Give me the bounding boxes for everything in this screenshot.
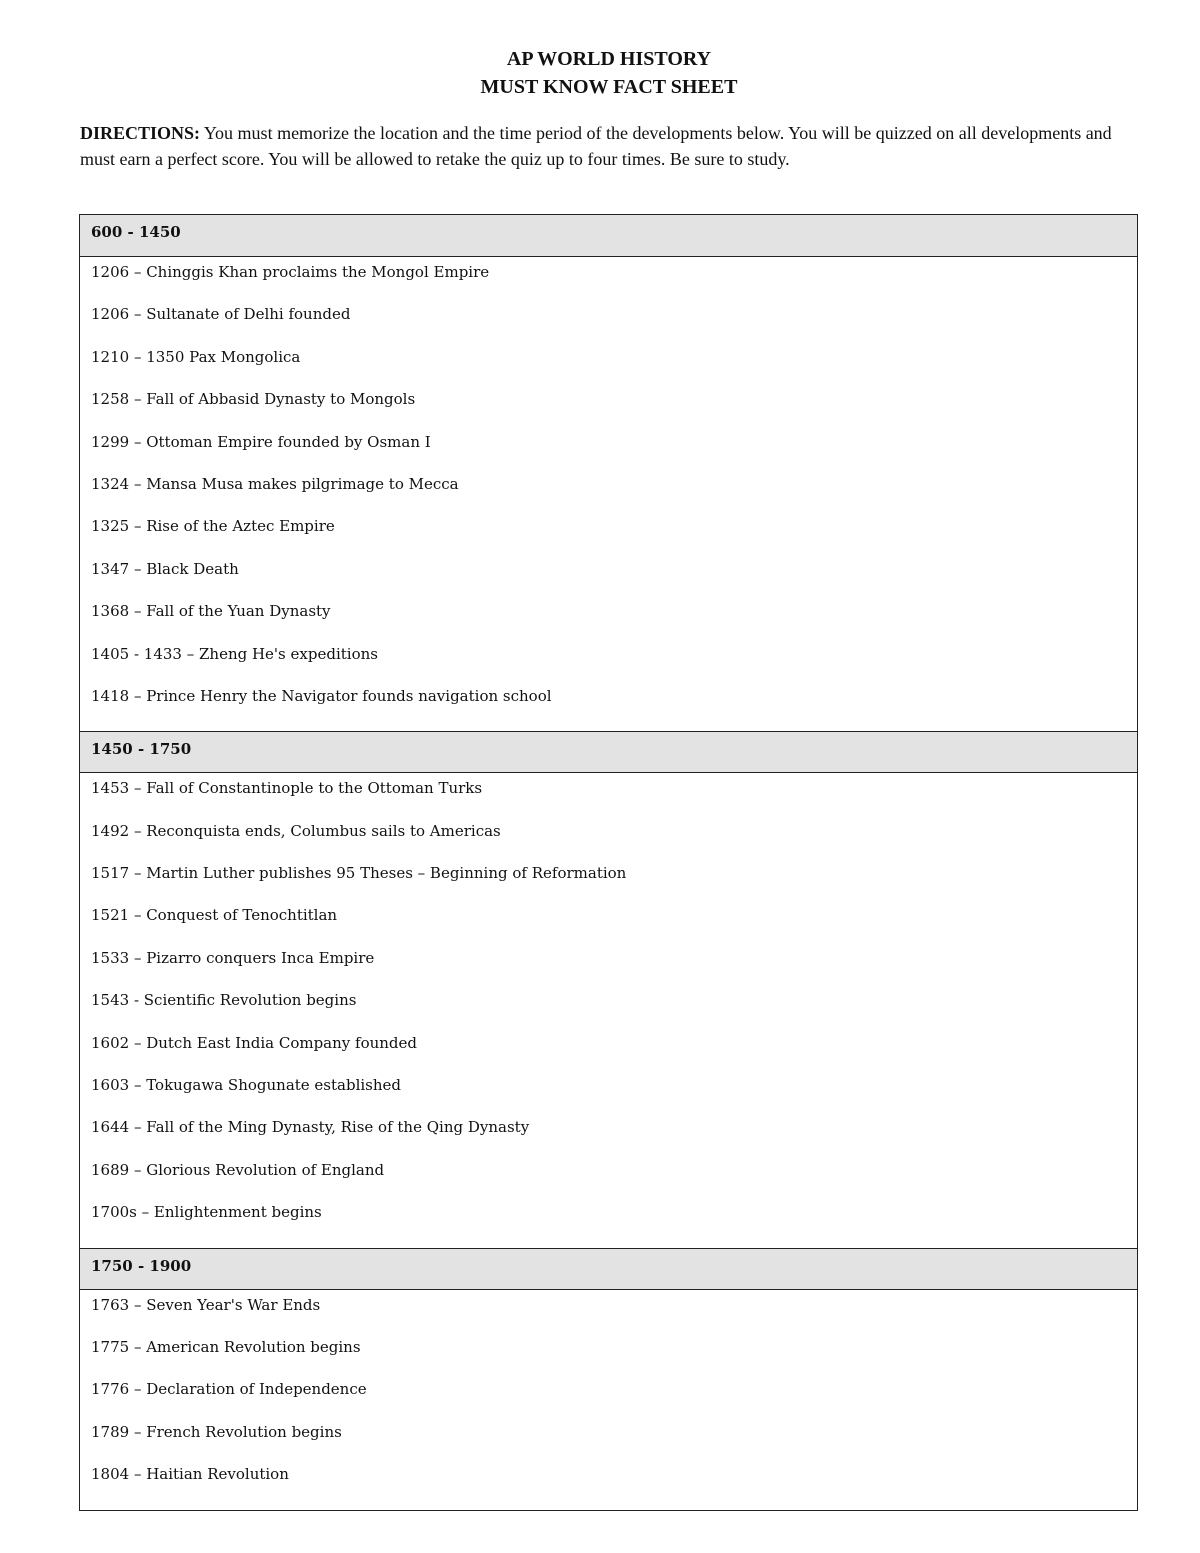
- directions-label: DIRECTIONS:: [80, 123, 201, 143]
- fact-row: 1543 - Scientific Revolution begins: [91, 991, 357, 1010]
- fact-row: 1492 – Reconquista ends, Columbus sails to Americas: [91, 821, 501, 840]
- fact-row: 1776 – Declaration of Independence: [91, 1380, 367, 1399]
- directions-text: You must memorize the location and the time period of the developments below. You will be quizzed on all developments and must earn a perfect score. You will be allowed to retake the quiz up to four times. Be sure to study.: [80, 123, 1112, 169]
- fact-row: 1325 – Rise of the Aztec Empire: [91, 517, 335, 536]
- fact-row: 1603 – Tokugawa Shogunate established: [91, 1076, 402, 1095]
- fact-row: 1258 – Fall of Abbasid Dynasty to Mongols: [91, 390, 416, 409]
- fact-row: 1324 – Mansa Musa makes pilgrimage to Mecca: [91, 474, 459, 493]
- fact-row: 1700s – Enlightenment begins: [91, 1203, 322, 1222]
- fact-row: 1368 – Fall of the Yuan Dynasty: [91, 602, 331, 621]
- fact-row: 1804 – Haitian Revolution: [91, 1465, 289, 1484]
- fact-row: 1533 – Pizarro conquers Inca Empire: [91, 948, 375, 967]
- fact-row: 1299 – Ottoman Empire founded by Osman I: [91, 432, 431, 451]
- fact-row: 1644 – Fall of the Ming Dynasty, Rise of the Qing Dynasty: [91, 1118, 530, 1137]
- directions-paragraph: [80, 120, 1150, 172]
- fact-row: 1517 – Martin Luther publishes 95 Theses – Beginning of Reformation: [91, 864, 627, 883]
- fact-row: 1602 – Dutch East India Company founded: [91, 1033, 418, 1052]
- fact-row: 1521 – Conquest of Tenochtitlan: [91, 906, 338, 925]
- period-header: 1450 - 1750: [80, 731, 1137, 773]
- facts-table: [79, 214, 1138, 1511]
- fact-row: 1453 – Fall of Constantinople to the Ottoman Turks: [91, 779, 483, 798]
- fact-row: 1689 – Glorious Revolution of England: [91, 1160, 385, 1179]
- fact-row: 1347 – Black Death: [91, 559, 239, 578]
- fact-row: 1405 - 1433 – Zheng He's expeditions: [91, 644, 378, 663]
- document-title: AP WORLD HISTORY: [506, 48, 712, 70]
- fact-row: 1763 – Seven Year's War Ends: [91, 1295, 321, 1314]
- period-body: [80, 257, 1137, 731]
- period-header: 600 - 1450: [80, 215, 1137, 257]
- fact-row: 1789 – French Revolution begins: [91, 1422, 342, 1441]
- period-header: 1750 - 1900: [80, 1248, 1137, 1290]
- fact-row: 1418 – Prince Henry the Navigator founds navigation school: [91, 686, 552, 705]
- document-subtitle: MUST KNOW FACT SHEET: [480, 76, 738, 98]
- period-body: [80, 1290, 1137, 1510]
- fact-row: 1206 – Sultanate of Delhi founded: [91, 305, 351, 324]
- fact-row: 1775 – American Revolution begins: [91, 1337, 361, 1356]
- fact-row: 1206 – Chinggis Khan proclaims the Mongol Empire: [91, 263, 490, 281]
- fact-row: 1210 – 1350 Pax Mongolica: [91, 347, 301, 366]
- period-body: [80, 773, 1137, 1247]
